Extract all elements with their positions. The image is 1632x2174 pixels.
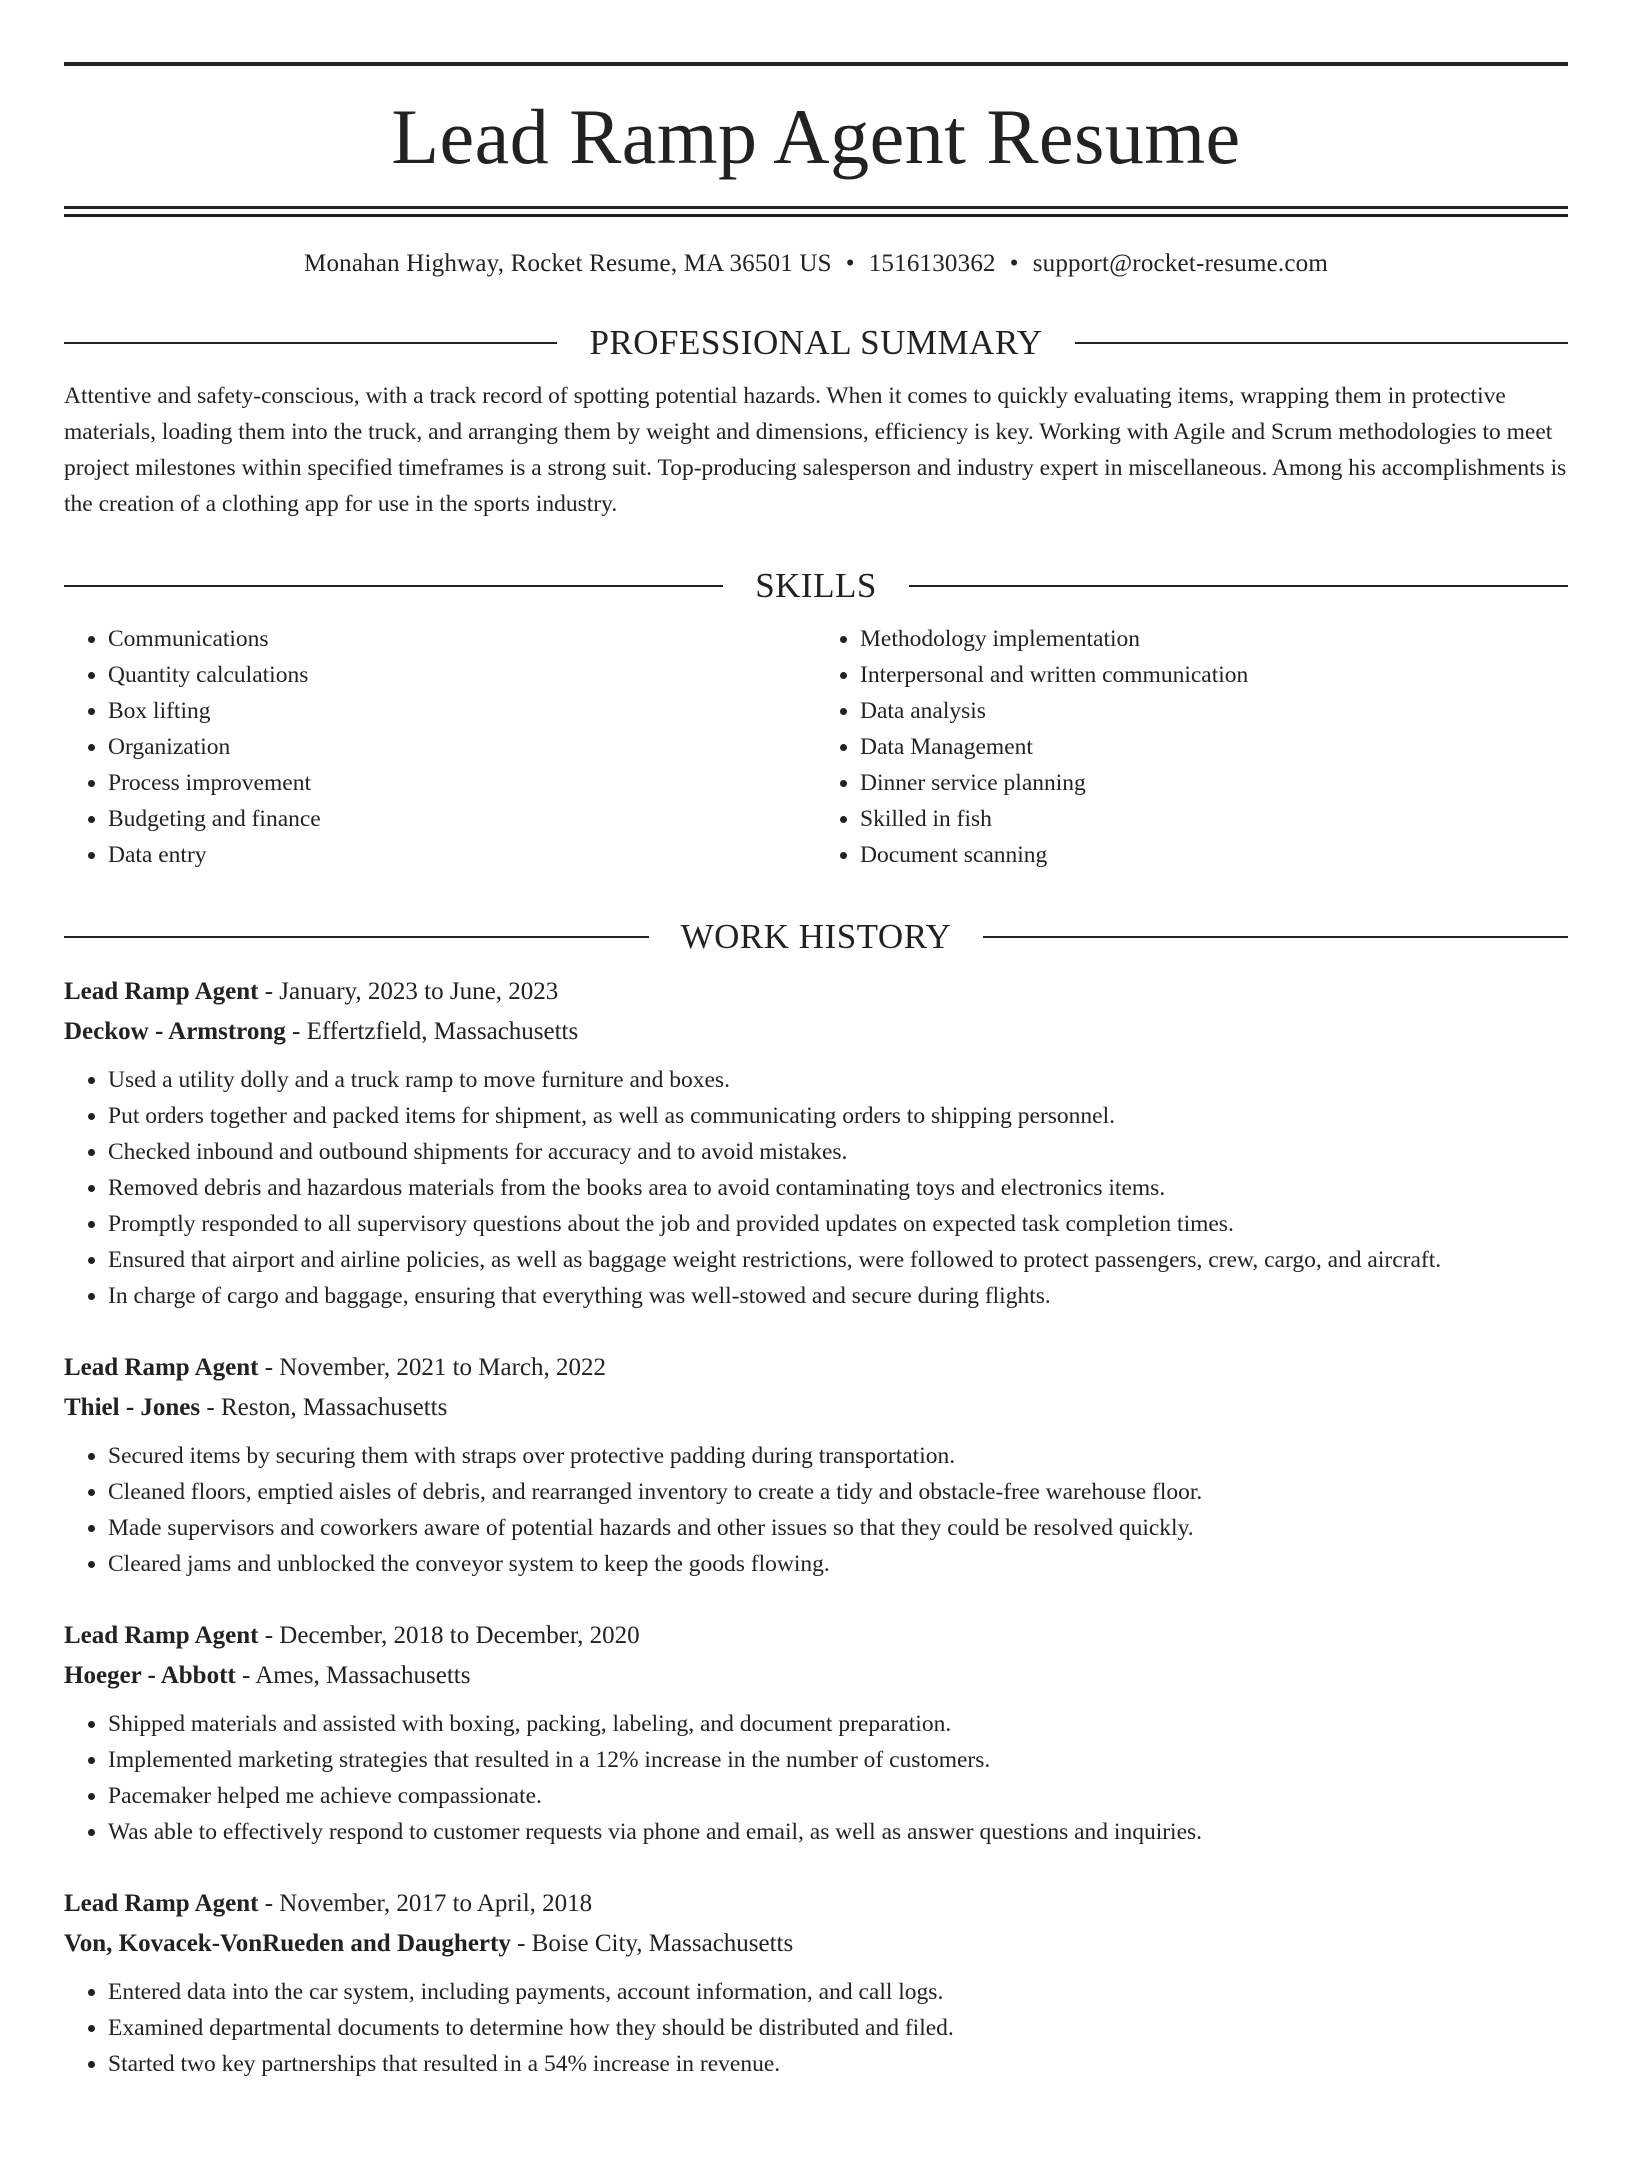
job-company: Von, Kovacek-VonRueden and Daugherty (64, 1930, 511, 1957)
heading-rule-right (1075, 342, 1568, 344)
summary-heading (64, 325, 1568, 360)
job-company-line: Deckow - Armstrong - Effertzfield, Massachusetts (64, 1018, 579, 1045)
top-rule (64, 62, 1568, 66)
work-history-heading-label: WORK HISTORY (680, 917, 952, 956)
job-title: Lead Ramp Agent (64, 1354, 259, 1381)
job-bullet: • Examined departmental documents to determine how they should be distributed and filed. (108, 2010, 1568, 2046)
skill-item: • Dinner service planning (860, 765, 1568, 801)
skill-item: • Interpersonal and written communication (860, 657, 1568, 693)
job-bullets (64, 1062, 1568, 1314)
job-bullet: • Ensured that airport and airline policies, as well as baggage weight restrictions, were followed to protect passengers, crew, cargo, and aircraft. (108, 1242, 1568, 1278)
skill-item: • Document scanning (860, 837, 1568, 873)
job-bullet: • Pacemaker helped me achieve compassionate. (108, 1778, 1568, 1814)
skill-item: • Data entry (108, 837, 816, 873)
job-entry (64, 972, 1568, 1314)
job-location: Reston, Massachusetts (220, 1394, 448, 1421)
job-bullet: • Made supervisors and coworkers aware of potential hazards and other issues so that they could be resolved quickly. (108, 1510, 1568, 1546)
skills-columns (64, 621, 1568, 873)
job-dates: January, 2023 to June, 2023 (279, 978, 559, 1005)
job-location: Ames, Massachusetts (255, 1662, 471, 1689)
job-dates: December, 2018 to December, 2020 (279, 1622, 640, 1649)
skill-item: • Quantity calculations (108, 657, 816, 693)
job-title-line: Lead Ramp Agent - December, 2018 to December, 2020 (64, 1622, 640, 1649)
job-bullet: • In charge of cargo and baggage, ensuring that everything was well-stowed and secure during flights. (108, 1278, 1568, 1314)
job-bullets (64, 1438, 1568, 1582)
job-company-line: Thiel - Jones - Reston, Massachusetts (64, 1394, 448, 1421)
job-dates: November, 2021 to March, 2022 (279, 1354, 607, 1381)
job-title: Lead Ramp Agent (64, 978, 259, 1005)
job-bullet: • Started two key partnerships that resulted in a 54% increase in revenue. (108, 2046, 1568, 2082)
heading-rule-left (64, 936, 649, 938)
job-entry (64, 1348, 1568, 1582)
job-entry (64, 1884, 1568, 2082)
job-title-line: Lead Ramp Agent - November, 2017 to April, 2018 (64, 1890, 593, 1917)
heading-rule-left (64, 585, 723, 587)
job-bullet: • Removed debris and hazardous materials from the books area to avoid contaminating toys and electronics items. (108, 1170, 1568, 1206)
contact-phone: 1516130362 (868, 250, 996, 277)
skill-item: • Skilled in fish (860, 801, 1568, 837)
heading-rule-right (909, 585, 1568, 587)
skills-list-right (816, 621, 1568, 873)
job-bullet: • Used a utility dolly and a truck ramp to move furniture and boxes. (108, 1062, 1568, 1098)
contact-separator: • (1009, 250, 1019, 277)
skill-item: • Budgeting and finance (108, 801, 816, 837)
heading-rule-left (64, 342, 557, 344)
skill-item: • Organization (108, 729, 816, 765)
title-double-rule (64, 206, 1568, 217)
skill-item: • Methodology implementation (860, 621, 1568, 657)
job-location: Effertzfield, Massachusetts (306, 1018, 579, 1045)
job-dates: November, 2017 to April, 2018 (279, 1890, 593, 1917)
job-title-line: Lead Ramp Agent - January, 2023 to June, 2023 (64, 978, 559, 1005)
job-bullet: • Checked inbound and outbound shipments for accuracy and to avoid mistakes. (108, 1134, 1568, 1170)
skill-item: • Communications (108, 621, 816, 657)
contact-separator: • (845, 250, 855, 277)
skill-item: • Data Management (860, 729, 1568, 765)
work-history-heading (64, 919, 1568, 954)
job-company-line: Hoeger - Abbott - Ames, Massachusetts (64, 1662, 471, 1689)
skills-list-left (64, 621, 816, 873)
job-title: Lead Ramp Agent (64, 1890, 259, 1917)
job-title-line: Lead Ramp Agent - November, 2021 to March, 2022 (64, 1354, 607, 1381)
job-bullet: • Cleaned floors, emptied aisles of debris, and rearranged inventory to create a tidy and obstacle-free warehouse floor. (108, 1474, 1568, 1510)
job-company: Hoeger - Abbott (64, 1662, 236, 1689)
job-bullet: • Cleared jams and unblocked the conveyor system to keep the goods flowing. (108, 1546, 1568, 1582)
job-bullet: • Implemented marketing strategies that resulted in a 12% increase in the number of customers. (108, 1742, 1568, 1778)
contact-address: Monahan Highway, Rocket Resume, MA 36501 US (304, 250, 832, 277)
skill-item: • Box lifting (108, 693, 816, 729)
resume-page (0, 62, 1632, 2174)
heading-rule-right (983, 936, 1568, 938)
skills-heading-label: SKILLS (755, 566, 877, 605)
skill-item: • Data analysis (860, 693, 1568, 729)
job-company-line: Von, Kovacek-VonRueden and Daugherty - Boise City, Massachusetts (64, 1930, 794, 1957)
job-title: Lead Ramp Agent (64, 1622, 259, 1649)
job-company: Thiel - Jones (64, 1394, 201, 1421)
job-bullet: • Promptly responded to all supervisory questions about the job and provided updates on expected task completion times. (108, 1206, 1568, 1242)
contact-email: support@rocket-resume.com (1032, 250, 1328, 277)
contact-line (64, 249, 1568, 279)
job-bullet: • Secured items by securing them with straps over protective padding during transportation. (108, 1438, 1568, 1474)
job-location: Boise City, Massachusetts (531, 1930, 794, 1957)
job-entry (64, 1616, 1568, 1850)
job-bullet: • Shipped materials and assisted with boxing, packing, labeling, and document preparation. (108, 1706, 1568, 1742)
job-bullet: • Put orders together and packed items for shipment, as well as communicating orders to shipping personnel. (108, 1098, 1568, 1134)
job-bullets (64, 1974, 1568, 2082)
job-bullet: • Was able to effectively respond to customer requests via phone and email, as well as answer questions and inquiries. (108, 1814, 1568, 1850)
resume-title: Lead Ramp Agent Resume (391, 93, 1241, 180)
summary-text: Attentive and safety-conscious, with a track record of spotting potential hazards. When it comes to quickly evaluating items, wrapping them in protective materials, loading them into the truck, and arranging them by weight and dimensions, efficiency is key. Working with Agile and Scrum methodologies to meet project milestones within specified timeframes is a strong suit. Top-producing salesperson and industry expert in miscellaneous. Among his accomplishments is the creation of a clothing app for use in the sports industry. (64, 383, 1567, 517)
job-bullet: • Entered data into the car system, including payments, account information, and call logs. (108, 1974, 1568, 2010)
skill-item: • Process improvement (108, 765, 816, 801)
summary-heading-label: PROFESSIONAL SUMMARY (589, 323, 1043, 362)
job-bullets (64, 1706, 1568, 1850)
skills-heading (64, 568, 1568, 603)
job-company: Deckow - Armstrong (64, 1018, 286, 1045)
